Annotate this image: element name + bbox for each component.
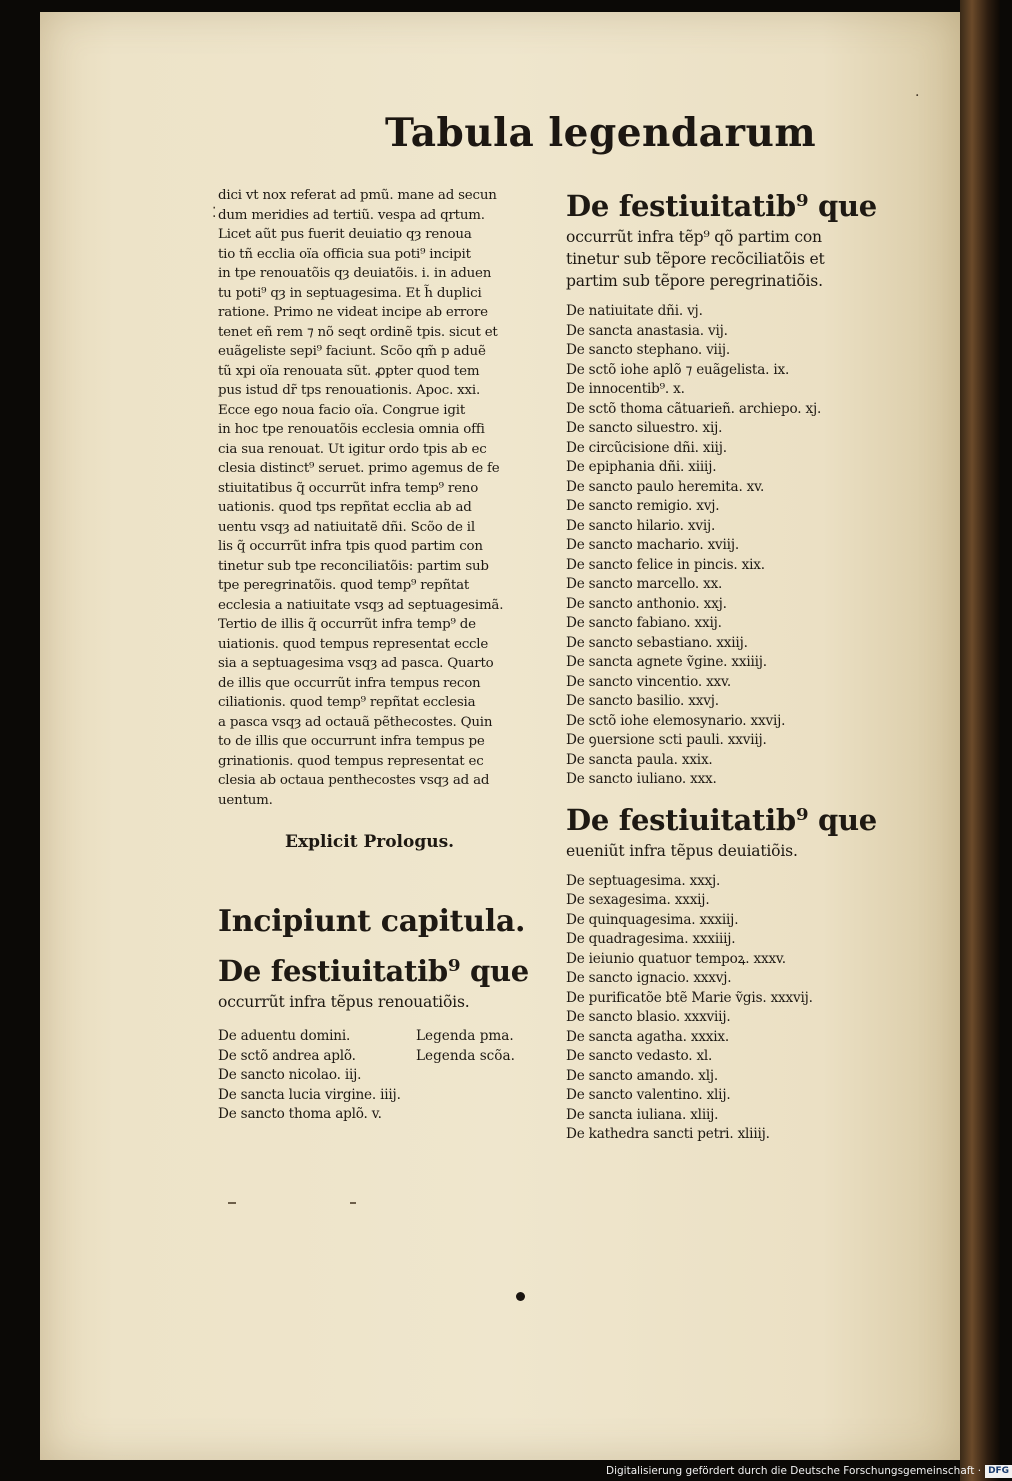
prose-line: sia a septuagesima vsqȝ ad pasca. Quarto: [218, 656, 494, 671]
chapter-entry: De sancto vincentio. xxv.: [566, 673, 731, 690]
chapter-entry: De sancto paulo heremita. xv.: [566, 478, 765, 495]
prose-line: uiationis. quod tempus representat eccle: [218, 636, 489, 652]
chapter-entry: De innocentib⁹. x.: [566, 381, 685, 397]
chapter-entry: De sancta iuliana. xliij.: [566, 1106, 719, 1123]
chapter-entry: De sancto vedasto. xl.: [566, 1048, 713, 1064]
section-title: De festiuitatib⁹ que: [218, 954, 529, 988]
chapter-entry: De natiuitate dñi. vj.: [566, 303, 703, 319]
chapter-entry: De sancto thoma aplõ. v.: [218, 1106, 382, 1122]
prose-line: a pasca vsqȝ ad octauã pẽthecostes. Quin: [218, 714, 493, 730]
chapter-entry: De sancto hilario. xvij.: [566, 517, 716, 534]
chapter-entry: De sancto felice in pincis. xix.: [566, 556, 765, 573]
section-reconciliationis: [566, 186, 906, 292]
chapter-entry: De sancto stephano. viij.: [566, 342, 730, 358]
section-subtitle: eueniũt infra tẽpus deuiatiõis.: [566, 841, 798, 860]
prose-line: de illis que occurrũt infra tempus recon: [218, 675, 481, 691]
chapter-entry: De ꝯuersione scti pauli. xxviij.: [566, 732, 767, 748]
chapter-entry: De quadragesima. xxxiiij.: [566, 931, 736, 947]
prose-line: cia sua renouat. Ut igitur ordo tpis ab ec: [218, 441, 487, 457]
chapter-entry: De circũcisione dñi. xiij.: [566, 439, 727, 456]
chapter-entry: De sancto machario. xviij.: [566, 537, 739, 553]
margin-mark: ⁚: [212, 205, 217, 221]
chapter-entry: De ieiunio quatuor tempoꝝ. xxxv.: [566, 950, 786, 967]
legenda-prima: Legenda pma.: [416, 1028, 514, 1044]
footer-text: Digitalisierung gefördert durch die Deutsche Forschungsgemeinschaft ·: [606, 1465, 982, 1477]
corner-mark: ·: [915, 88, 920, 104]
chapter-entry: De sexagesima. xxxij.: [566, 892, 710, 908]
prose-line: ratione. Primo ne videat incipe ab errore: [218, 305, 488, 320]
prose-line: in hoc tpe renouatõis ecclesia omnia offi: [218, 422, 485, 437]
ink-dot: [516, 1292, 525, 1301]
prose-line: in tpe renouatõis qȝ deuiatõis. i. in aduen: [218, 266, 492, 281]
section-subtitle-line: occurrũt infra tẽp⁹ qõ partim con: [566, 228, 822, 246]
section-title: De festiuitatib⁹ que: [566, 802, 877, 837]
prose-line: uentum.: [218, 792, 273, 808]
chapter-entry: De sancto valentino. xlij.: [566, 1087, 731, 1103]
section-deuiationis: [566, 800, 906, 862]
prose-line: Tertio de illis q̃ occurrũt infra temp⁹ de: [218, 617, 476, 632]
prose-line: to de illis que occurrunt infra tempus pe: [218, 734, 485, 749]
chapter-entry: De aduentu domini.: [218, 1028, 351, 1044]
prose-line: dici vt nox referat ad pmũ. mane ad secun: [218, 188, 497, 203]
prose-line: dum meridies ad tertiũ. vespa ad qrtum.: [218, 207, 485, 223]
chapter-entry: De sancta lucia virgine. iiij.: [218, 1086, 401, 1103]
section-subtitle-line: partim sub tẽpore peregrinatiõis.: [566, 272, 823, 290]
prose-line: stiuitatibus q̃ occurrũt infra temp⁹ reno: [218, 480, 479, 496]
prose-line: lis q̃ occurrũt infra tpis quod partim con: [218, 539, 483, 554]
prose-line: tu poti⁹ qȝ in septuagesima. Et h̃ duplici: [218, 285, 482, 301]
section-title: De festiuitatib⁹ que: [566, 189, 877, 223]
chapter-entry: De sancta paula. xxix.: [566, 751, 713, 768]
chapter-entry: De sctõ iohe aplõ ⁊ euãgelista. ix.: [566, 361, 790, 378]
section-renouationis: [218, 951, 548, 1013]
chapter-entry: De sancto nicolao. iij.: [218, 1067, 362, 1083]
prose-line: uentu vsqȝ ad natiuitatẽ dñi. Scõo de il: [218, 519, 475, 535]
prose-line: clesia distinct⁹ seruet. primo agemus de fe: [218, 461, 500, 476]
chapter-list: [566, 302, 906, 790]
chapter-entry: De sancto remigio. xvj.: [566, 498, 720, 514]
section-subtitle-line: tinetur sub tẽpore recõciliatõis et: [566, 250, 825, 268]
chapter-entry: De septuagesima. xxxj.: [566, 872, 721, 889]
chapter-entry: De sctõ andrea aplõ.: [218, 1047, 356, 1064]
prose-line: tpe peregrinatõis. quod temp⁹ repñtat: [218, 578, 470, 593]
section-subtitle: occurrũt infra tẽpus renouatiõis.: [218, 993, 470, 1011]
prose-line: uationis. quod tps repñtat ecclia ab ad: [218, 500, 472, 515]
prose-line: Ecce ego noua facio oïa. Congrue igit: [218, 402, 466, 418]
running-head: Tabula legendarum: [385, 110, 817, 156]
chapter-entry: De sancto sebastiano. xxiij.: [566, 634, 748, 651]
digitization-footer: [606, 1462, 1010, 1481]
chapter-entry: De sancto basilio. xxvj.: [566, 693, 719, 709]
chapter-list: [218, 1027, 548, 1125]
right-column: [566, 186, 906, 1145]
chapter-entry: De sancto ignacio. xxxvj.: [566, 970, 732, 986]
book-spine: [960, 0, 1000, 1481]
chapter-entry: De sancto iuliano. xxx.: [566, 771, 717, 787]
incipiunt-capitula-heading: Incipiunt capitula.: [218, 904, 526, 939]
chapter-entry: De epiphania dñi. xiiij.: [566, 459, 717, 475]
chapter-entry: De sctõ iohe elemosynario. xxvij.: [566, 712, 786, 729]
prose-line: ecclesia a natiuitate vsqȝ ad septuagesimã.: [218, 597, 504, 613]
chapter-entry: De sancta agnete ṽgine. xxiiij.: [566, 654, 767, 670]
dfg-logo: DFG: [985, 1465, 1012, 1478]
left-column: [218, 186, 548, 1125]
chapter-entry: De kathedra sancti petri. xliiij.: [566, 1126, 770, 1142]
prose-line: clesia ab octaua penthecostes vsqȝ ad ad: [218, 773, 490, 788]
prologue-text: [218, 186, 548, 810]
prose-line: pus istud dr̃ tps renouationis. Apoc. xxi.: [218, 383, 481, 398]
chapter-entry: De sancto amando. xlj.: [566, 1067, 718, 1084]
chapter-entry: De sancto anthonio. xxj.: [566, 595, 727, 612]
prose-line: tenet eñ rem ⁊ nõ seqt ordinẽ tpis. sicut et: [218, 324, 498, 340]
prose-line: tinetur sub tpe reconciliatõis: partim sub: [218, 558, 489, 574]
chapter-entry: De sancta anastasia. vij.: [566, 322, 728, 339]
prose-line: tio tñ ecclia oïa officia sua poti⁹ incipit: [218, 246, 471, 262]
chapter-entry: De sancto fabiano. xxij.: [566, 615, 722, 631]
ink-mark: [228, 1202, 236, 1204]
chapter-entry: De quinquagesima. xxxiij.: [566, 911, 739, 928]
explicit-prologus: Explicit Prologus.: [285, 832, 455, 852]
chapter-entry: De sancto marcello. xx.: [566, 576, 723, 592]
prose-line: Licet aũt pus fuerit deuiatio qȝ renoua: [218, 227, 472, 242]
ink-mark: [350, 1202, 356, 1204]
chapter-entry: De sancta agatha. xxxix.: [566, 1028, 730, 1045]
prose-line: euãgeliste sepi⁹ faciunt. Scõo qm̃ p aduẽ: [218, 344, 486, 359]
chapter-list: [566, 872, 906, 1145]
prose-line: grinationis. quod tempus representat ec: [218, 753, 484, 769]
chapter-entry: De sancto siluestro. xij.: [566, 420, 723, 436]
chapter-entry: De sancto blasio. xxxviij.: [566, 1009, 731, 1025]
prose-line: tũ xpi oïa renouata sũt. ꝓpter quod tem: [218, 363, 480, 379]
chapter-entry: De sctõ thoma cãtuarieñ. archiepo. xj.: [566, 400, 822, 417]
prose-line: ciliationis. quod temp⁹ repñtat ecclesia: [218, 695, 476, 710]
chapter-entry: De purificatõe btẽ Marie ṽgis. xxxvij.: [566, 989, 813, 1006]
legenda-secunda: Legenda scõa.: [416, 1047, 515, 1064]
